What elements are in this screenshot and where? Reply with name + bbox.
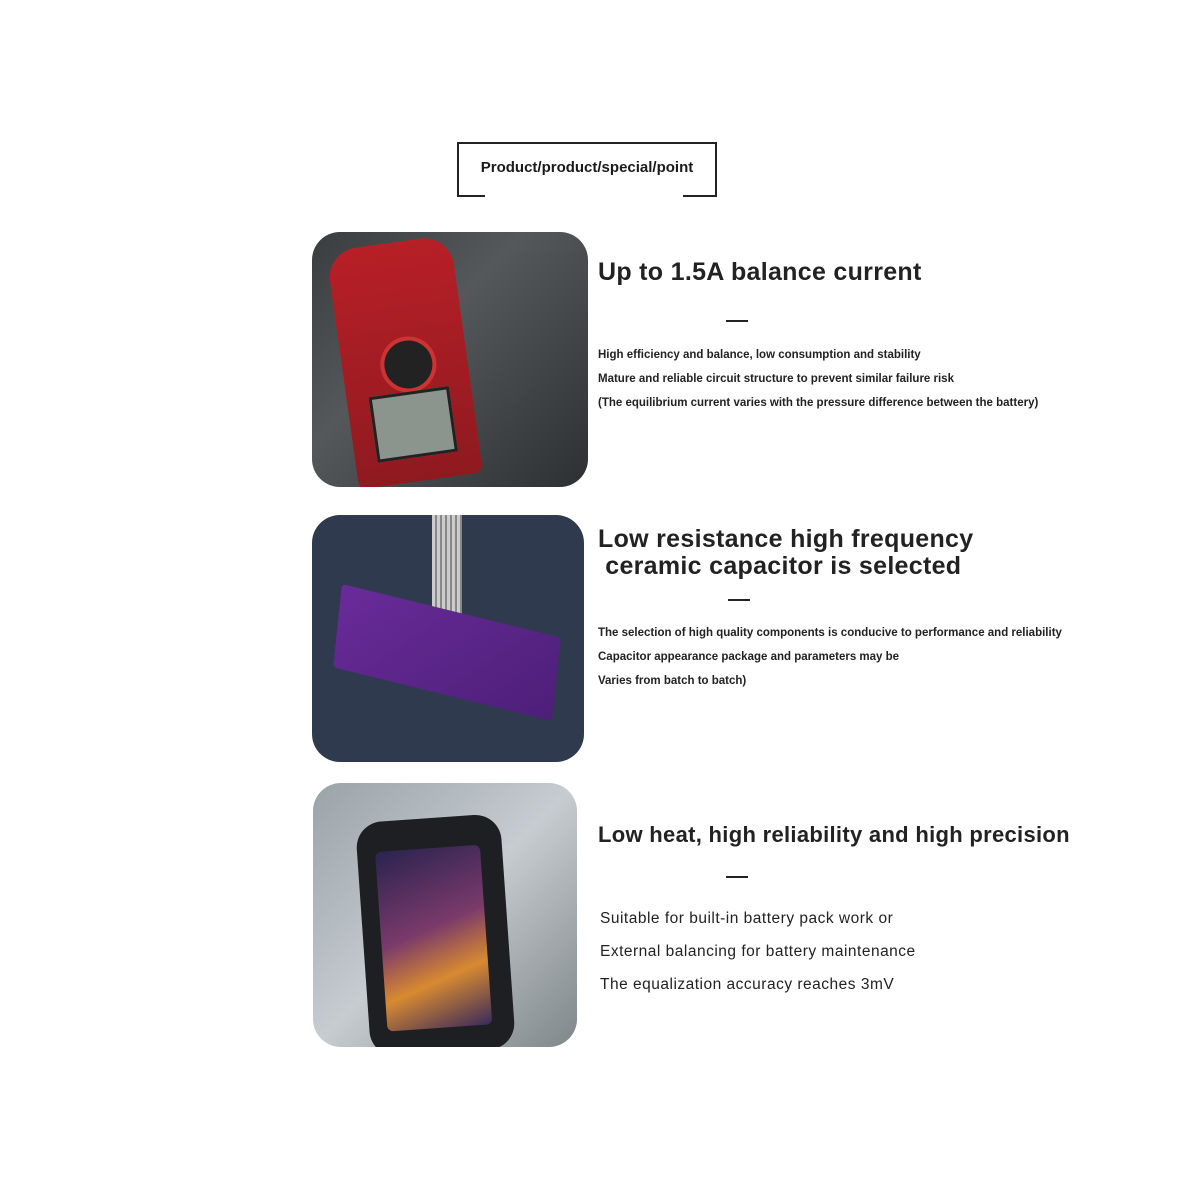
feature-1-line: High efficiency and balance, low consumption and stability bbox=[598, 349, 921, 361]
header-frame-top bbox=[457, 142, 717, 144]
feature-2-title bbox=[598, 526, 973, 580]
ribbon-wire bbox=[432, 515, 462, 615]
feature-1-line: (The equilibrium current varies with the pressure difference between the battery) bbox=[598, 397, 1039, 409]
feature-1-line: Mature and reliable circuit structure to prevent similar failure risk bbox=[598, 373, 954, 385]
divider bbox=[728, 599, 750, 601]
feature-3-line: The equalization accuracy reaches 3mV bbox=[600, 976, 895, 993]
feature-3-title: Low heat, high reliability and high precision bbox=[598, 822, 1070, 847]
balancer-board-photo bbox=[312, 515, 584, 762]
clamp-meter bbox=[326, 234, 483, 487]
feature-2-line: Capacitor appearance package and parameters may be bbox=[598, 651, 900, 663]
divider bbox=[726, 320, 748, 322]
clamp-meter-photo bbox=[312, 232, 588, 487]
feature-2-line: The selection of high quality components is conducive to performance and reliability bbox=[598, 627, 1062, 639]
section-header bbox=[457, 142, 717, 197]
feature-3-line: External balancing for battery maintenance bbox=[600, 943, 916, 960]
header-frame-bottom-right bbox=[683, 195, 717, 197]
divider bbox=[726, 876, 748, 878]
thermal-camera bbox=[355, 813, 516, 1047]
thermal-camera-photo bbox=[313, 783, 577, 1047]
feature-2-line: Varies from batch to batch) bbox=[598, 675, 747, 687]
header-frame-bottom-left bbox=[457, 195, 485, 197]
title-line: ceramic capacitor is selected bbox=[598, 552, 962, 580]
header-title: Product/product/special/point bbox=[480, 159, 694, 176]
title-line: Low resistance high frequency bbox=[598, 525, 974, 553]
feature-3-line: Suitable for built-in battery pack work or bbox=[600, 910, 894, 927]
feature-1-title: Up to 1.5A balance current bbox=[598, 258, 922, 286]
